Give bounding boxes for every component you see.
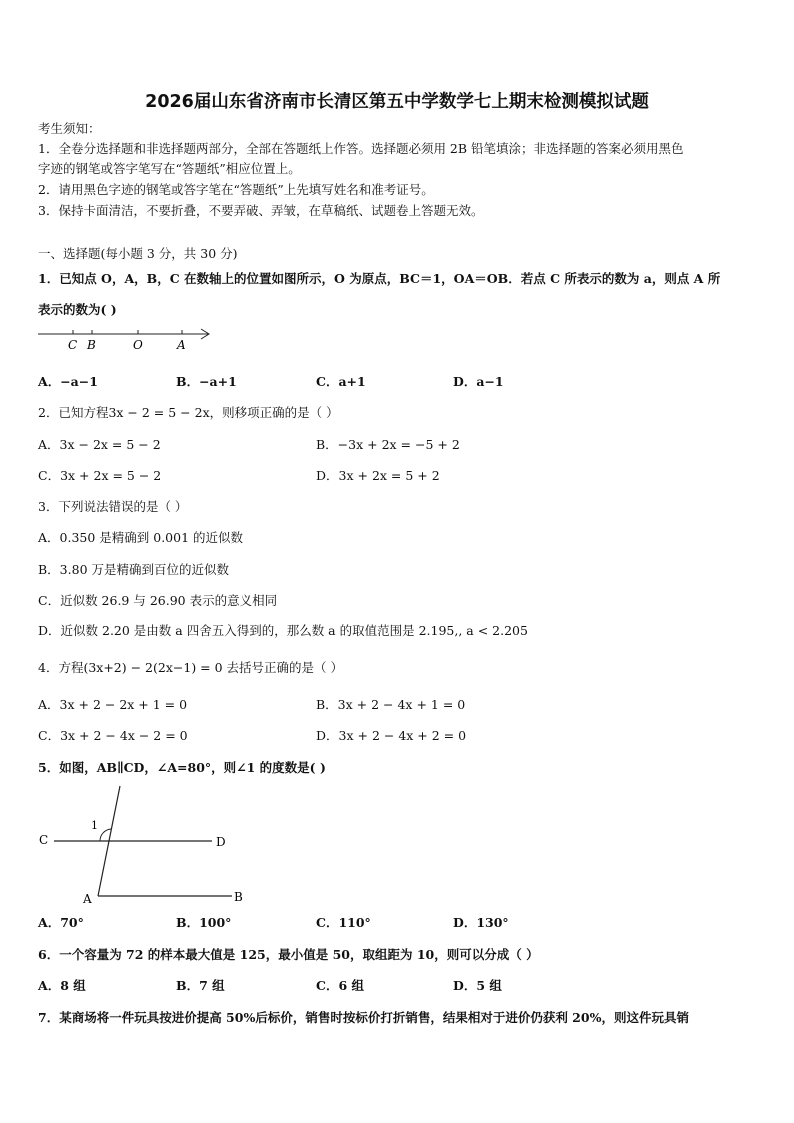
- question-5-option-d: D．130°: [453, 915, 509, 930]
- question-6-option-c: C．6 组: [316, 978, 364, 993]
- parallel-lines-figure: [34, 782, 254, 908]
- question-6-stem: 6．一个容量为 72 的样本最大值是 125，最小值是 50，取组距为 10，则可以分成（ ）: [38, 947, 539, 962]
- question-6-option-b: B．7 组: [176, 978, 225, 993]
- notice-item: 字迹的钢笔或答字笔写在“答题纸”相应位置上。: [38, 161, 301, 176]
- notice-item: 2．请用黑色字迹的钢笔或答字笔在“答题纸”上先填写姓名和准考证号。: [38, 182, 434, 197]
- question-3-stem: 3．下列说法错误的是（ ）: [38, 499, 188, 514]
- question-2-stem: 2．已知方程3x − 2 = 5 − 2x，则移项正确的是（ ）: [38, 405, 339, 420]
- notice-item: 3．保持卡面清洁，不要折叠，不要弄破、弄皱，在草稿纸、试题卷上答题无效。: [38, 203, 484, 218]
- question-3-option-c: C．近似数 26.9 与 26.90 表示的意义相同: [38, 593, 278, 608]
- question-3-option-a: A．0.350 是精确到 0.001 的近似数: [38, 530, 244, 545]
- question-5-option-c: C．110°: [316, 915, 371, 930]
- question-4-option-b: B．3x + 2 − 4x + 1 = 0: [316, 697, 466, 712]
- axis-label-o: O: [133, 338, 143, 352]
- question-1-option-c: C．a+1: [316, 374, 366, 389]
- question-3-option-b: B．3.80 万是精确到百位的近似数: [38, 562, 229, 577]
- question-4-option-d: D．3x + 2 − 4x + 2 = 0: [316, 728, 467, 743]
- number-line-figure: [36, 325, 216, 353]
- axis-label-b: B: [87, 338, 96, 352]
- question-1-option-b: B．−a+1: [176, 374, 237, 389]
- axis-label-c: C: [68, 338, 78, 352]
- question-1-stem-cont: 表示的数为( ): [38, 302, 117, 317]
- label-d: D: [216, 835, 226, 849]
- question-1-option-d: D．a−1: [453, 374, 504, 389]
- question-4-option-a: A．3x + 2 − 2x + 1 = 0: [38, 697, 188, 712]
- question-1-stem: 1．已知点 O，A，B，C 在数轴上的位置如图所示，O 为原点，BC＝1，OA＝OB．若点 C 所表示的数为 a，则点 A 所: [38, 271, 721, 286]
- question-2-option-d: D．3x + 2x = 5 + 2: [316, 468, 440, 483]
- notice-item: 1．全卷分选择题和非选择题两部分，全部在答题纸上作答。选择题必须用 2B 铅笔填涂；非选择题的答案必须用黑色: [38, 141, 684, 156]
- label-c: C: [39, 833, 49, 847]
- question-5-option-a: A．70°: [38, 915, 84, 930]
- question-3-option-d: D．近似数 2.20 是由数 a 四舍五入得到的，那么数 a 的取值范围是 2.195,, a < 2.205: [38, 623, 528, 638]
- section-heading: 一、选择题(每小题 3 分，共 30 分): [38, 246, 238, 261]
- axis-label-a: A: [177, 338, 186, 352]
- question-4-stem: 4．方程(3x+2) − 2(2x−1) = 0 去括号正确的是（ ）: [38, 660, 344, 675]
- question-5-option-b: B．100°: [176, 915, 232, 930]
- question-1-option-a: A．−a−1: [38, 374, 98, 389]
- question-4-option-c: C．3x + 2 − 4x − 2 = 0: [38, 728, 188, 743]
- angle-1-label: 1: [91, 819, 98, 832]
- question-6-option-d: D．5 组: [453, 978, 502, 993]
- page-title: 2026届山东省济南市长清区第五中学数学七上期末检测模拟试题: [145, 92, 649, 112]
- question-2-option-b: B．−3x + 2x = −5 + 2: [316, 437, 460, 452]
- label-a: A: [83, 892, 92, 906]
- question-6-option-a: A．8 组: [38, 978, 86, 993]
- question-2-option-a: A．3x − 2x = 5 − 2: [38, 437, 161, 452]
- notice-heading: 考生须知：: [38, 121, 101, 136]
- question-7-stem: 7．某商场将一件玩具按进价提高 50%后标价，销售时按标价打折销售，结果相对于进价仍获利 20%，则这件玩具销: [38, 1010, 689, 1025]
- label-b: B: [234, 890, 243, 904]
- question-5-stem: 5．如图，AB∥CD，∠A=80°，则∠1 的度数是( ): [38, 760, 326, 775]
- question-2-option-c: C．3x + 2x = 5 − 2: [38, 468, 162, 483]
